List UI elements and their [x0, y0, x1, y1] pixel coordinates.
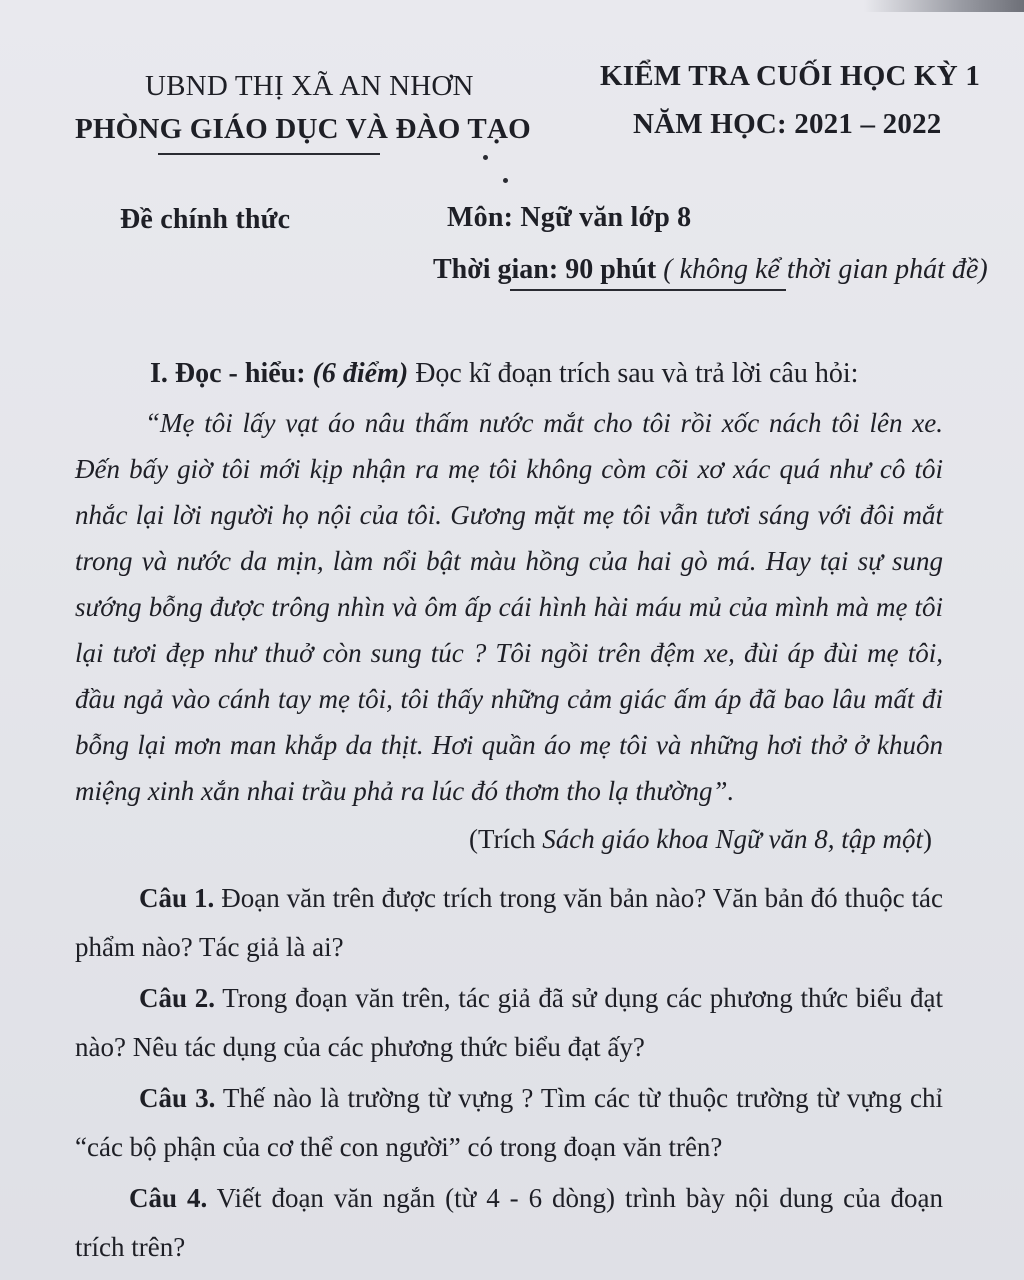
question-text: Viết đoạn văn ngắn (từ 4 - 6 dòng) trình bày nội dung của đoạn trích trên?: [75, 1183, 944, 1262]
question-label: Câu 1.: [139, 883, 215, 913]
exam-title: KIỂM TRA CUỐI HỌC KỲ 1: [600, 60, 981, 92]
question-1: [75, 874, 943, 972]
time-line: [433, 254, 988, 286]
section-heading: [150, 358, 858, 390]
reading-passage: [75, 400, 943, 814]
question-2: [75, 974, 943, 1072]
subject-label: Môn: Ngữ văn lớp 8: [447, 202, 692, 233]
school-year: NĂM HỌC: 2021 – 2022: [633, 108, 942, 140]
photo-corner-shadow: [864, 0, 1024, 12]
department-name: PHÒNG GIÁO DỤC VÀ ĐÀO TẠO: [75, 113, 531, 145]
question-text: Trong đoạn văn trên, tác giả đã sử dụng các phương thức biểu đạt nào? Nêu tác dụng của các phương thức biểu đạt ấy?: [75, 983, 944, 1062]
time-note: ( không kể thời gian phát đề): [663, 254, 988, 285]
district-name: UBND THỊ XÃ AN NHƠN: [145, 70, 474, 102]
passage-source: [469, 824, 932, 855]
question-text: Thế nào là trường từ vựng ? Tìm các từ thuộc trường từ vựng chỉ “các bộ phận của cơ thể con người” có trong đoạn văn trên?: [75, 1083, 944, 1162]
question-text: Đoạn văn trên được trích trong văn bản nào? Văn bản đó thuộc tác phẩm nào? Tác giả là ai?: [75, 883, 944, 962]
section-instruction: Đọc kĩ đoạn trích sau và trả lời câu hỏi:: [415, 358, 859, 389]
ink-dot: [483, 155, 488, 160]
question-3: [75, 1074, 943, 1172]
official-label: Đề chính thức: [120, 204, 291, 235]
question-4: [75, 1174, 943, 1272]
source-book: Sách giáo khoa Ngữ văn 8, tập một: [542, 824, 923, 854]
time-label: Thời gian: 90 phút: [433, 254, 657, 285]
passage-text: “Mẹ tôi lấy vạt áo nâu thấm nước mắt cho tôi rồi xốc nách tôi lên xe. Đến bấy giờ tôi mới kịp nhận ra mẹ tôi không còm cõi xơ xác quá như cô tôi nhắc lại lời người họ nội của tôi. Gương mặt mẹ tôi vẫn tươi sáng với đôi mắt trong và nước da mịn, làm nổi bật màu hồng của hai gò má. Hay tại sự sung sướng bỗng được trông nhìn và ôm ấp cái hình hài máu mủ của mình mà mẹ tôi lại tươi đẹp như thuở còn sung túc ? Tôi ngồi trên đệm xe, đùi áp đùi mẹ tôi, đầu ngả vào cánh tay mẹ tôi, tôi thấy những cảm giác ấm áp đã bao lâu mất đi bỗng lại mơn man khắp da thịt. Hơi quần áo mẹ tôi và những hơi thở ở khuôn miệng xinh xắn nhai trầu phả ra lúc đó thơm tho lạ thường”.: [75, 408, 943, 806]
question-label: Câu 4.: [129, 1183, 208, 1213]
department-underline: [158, 153, 380, 155]
section-points: (6 điểm): [312, 358, 409, 389]
source-prefix: (Trích: [469, 824, 543, 854]
question-label: Câu 2.: [139, 983, 215, 1013]
ink-dot: [503, 178, 508, 183]
source-suffix: ): [923, 824, 932, 854]
question-label: Câu 3.: [139, 1083, 216, 1113]
section-title: I. Đọc - hiểu:: [150, 358, 306, 389]
time-underline: [510, 289, 786, 291]
